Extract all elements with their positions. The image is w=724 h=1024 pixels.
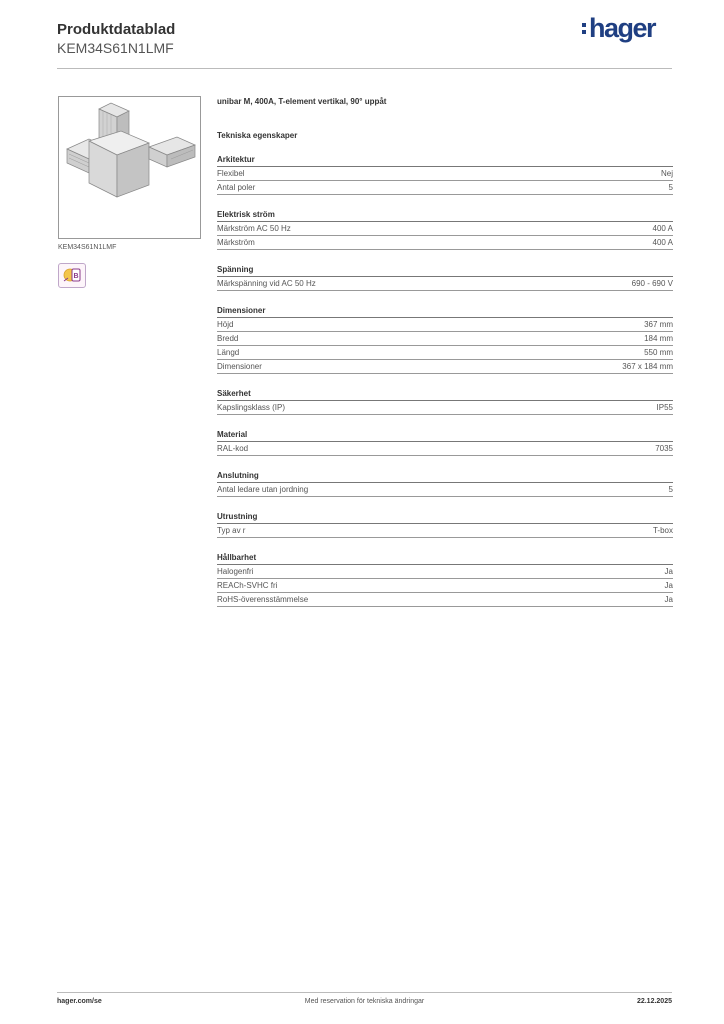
spec-section bbox=[217, 429, 673, 456]
spec-label: Märkström AC 50 Hz bbox=[217, 224, 291, 233]
hager-logo bbox=[589, 13, 655, 44]
image-caption: KEM34S61N1LMF bbox=[58, 244, 117, 251]
footer-disclaimer: Med reservation för tekniska ändringar bbox=[304, 998, 425, 1005]
spec-row bbox=[217, 565, 673, 579]
spec-row bbox=[217, 277, 673, 291]
spec-label: Märkspänning vid AC 50 Hz bbox=[217, 279, 316, 288]
spec-value: 367 mm bbox=[644, 320, 673, 329]
section-title: Arkitektur bbox=[217, 154, 673, 167]
section-title: Elektrisk ström bbox=[217, 209, 673, 222]
spec-label: REACh-SVHC fri bbox=[217, 581, 278, 590]
spec-row bbox=[217, 483, 673, 497]
spec-value: 184 mm bbox=[644, 334, 673, 343]
spec-value: 400 A bbox=[652, 224, 673, 233]
section-title: Spänning bbox=[217, 264, 673, 277]
t-element-illustration bbox=[59, 97, 200, 238]
footer-date: 22.12.2025 bbox=[636, 998, 672, 1005]
footer-website-link[interactable]: hager.com/se bbox=[57, 998, 102, 1005]
spec-row bbox=[217, 524, 673, 538]
eco-label-icon bbox=[58, 263, 86, 288]
spec-value: Ja bbox=[664, 581, 673, 590]
spec-section bbox=[217, 470, 673, 497]
spec-label: Antal poler bbox=[217, 183, 256, 192]
header-divider bbox=[57, 68, 672, 69]
spec-label: Halogenfri bbox=[217, 567, 254, 576]
spec-section bbox=[217, 264, 673, 291]
spec-section bbox=[217, 552, 673, 607]
spec-label: Kapslingsklass (IP) bbox=[217, 403, 286, 412]
spec-label: Märkström bbox=[217, 238, 255, 247]
spec-value: Ja bbox=[664, 567, 673, 576]
spec-section bbox=[217, 209, 673, 250]
spec-section bbox=[217, 511, 673, 538]
spec-row bbox=[217, 318, 673, 332]
section-title: Dimensioner bbox=[217, 305, 673, 318]
spec-value: T-box bbox=[652, 526, 673, 535]
section-title: Säkerhet bbox=[217, 388, 673, 401]
spec-label: Antal ledare utan jordning bbox=[217, 485, 309, 494]
spec-label: RoHS-överensstämmelse bbox=[217, 595, 309, 604]
spec-label: Längd bbox=[217, 348, 240, 357]
spec-row bbox=[217, 236, 673, 250]
document-header bbox=[57, 21, 175, 57]
spec-row bbox=[217, 346, 673, 360]
spec-label: Typ av r bbox=[217, 526, 246, 535]
product-image bbox=[58, 96, 201, 239]
spec-value: 5 bbox=[668, 183, 673, 192]
spec-label: Höjd bbox=[217, 320, 234, 329]
spec-value: Nej bbox=[660, 169, 673, 178]
footer-divider bbox=[57, 992, 672, 993]
spec-row bbox=[217, 401, 673, 415]
product-description: unibar M, 400A, T-element vertikal, 90° uppåt bbox=[217, 97, 387, 106]
tech-properties-heading: Tekniska egenskaper bbox=[217, 131, 298, 140]
spec-value: IP55 bbox=[656, 403, 673, 412]
spec-value: 7035 bbox=[655, 444, 673, 453]
spec-row bbox=[217, 222, 673, 236]
spec-section bbox=[217, 305, 673, 374]
spec-row bbox=[217, 593, 673, 607]
spec-row bbox=[217, 181, 673, 195]
spec-section bbox=[217, 154, 673, 195]
logo-text: hager bbox=[588, 13, 655, 43]
spec-row bbox=[217, 442, 673, 456]
spec-content bbox=[217, 96, 673, 607]
spec-value: 367 x 184 mm bbox=[622, 362, 673, 371]
section-title: Anslutning bbox=[217, 470, 673, 483]
spec-label: Flexibel bbox=[217, 169, 245, 178]
spec-sections bbox=[217, 154, 673, 607]
document-title: Produktdatablad bbox=[57, 21, 176, 38]
spec-value: 400 A bbox=[652, 238, 673, 247]
spec-value: Ja bbox=[664, 595, 673, 604]
section-title: Material bbox=[217, 429, 673, 442]
product-code: KEM34S61N1LMF bbox=[57, 40, 174, 56]
spec-value: 5 bbox=[668, 485, 673, 494]
spec-value: 690 - 690 V bbox=[631, 279, 673, 288]
spec-section bbox=[217, 388, 673, 415]
spec-row bbox=[217, 332, 673, 346]
spec-row bbox=[217, 579, 673, 593]
spec-row bbox=[217, 360, 673, 374]
spec-row bbox=[217, 167, 673, 181]
spec-label: Bredd bbox=[217, 334, 239, 343]
section-title: Hållbarhet bbox=[217, 552, 673, 565]
spec-value: 550 mm bbox=[644, 348, 673, 357]
spec-label: RAL-kod bbox=[217, 444, 249, 453]
logo-dots-icon bbox=[582, 23, 586, 37]
spec-label: Dimensioner bbox=[217, 362, 262, 371]
section-title: Utrustning bbox=[217, 511, 673, 524]
svg-text:B: B bbox=[73, 273, 79, 280]
